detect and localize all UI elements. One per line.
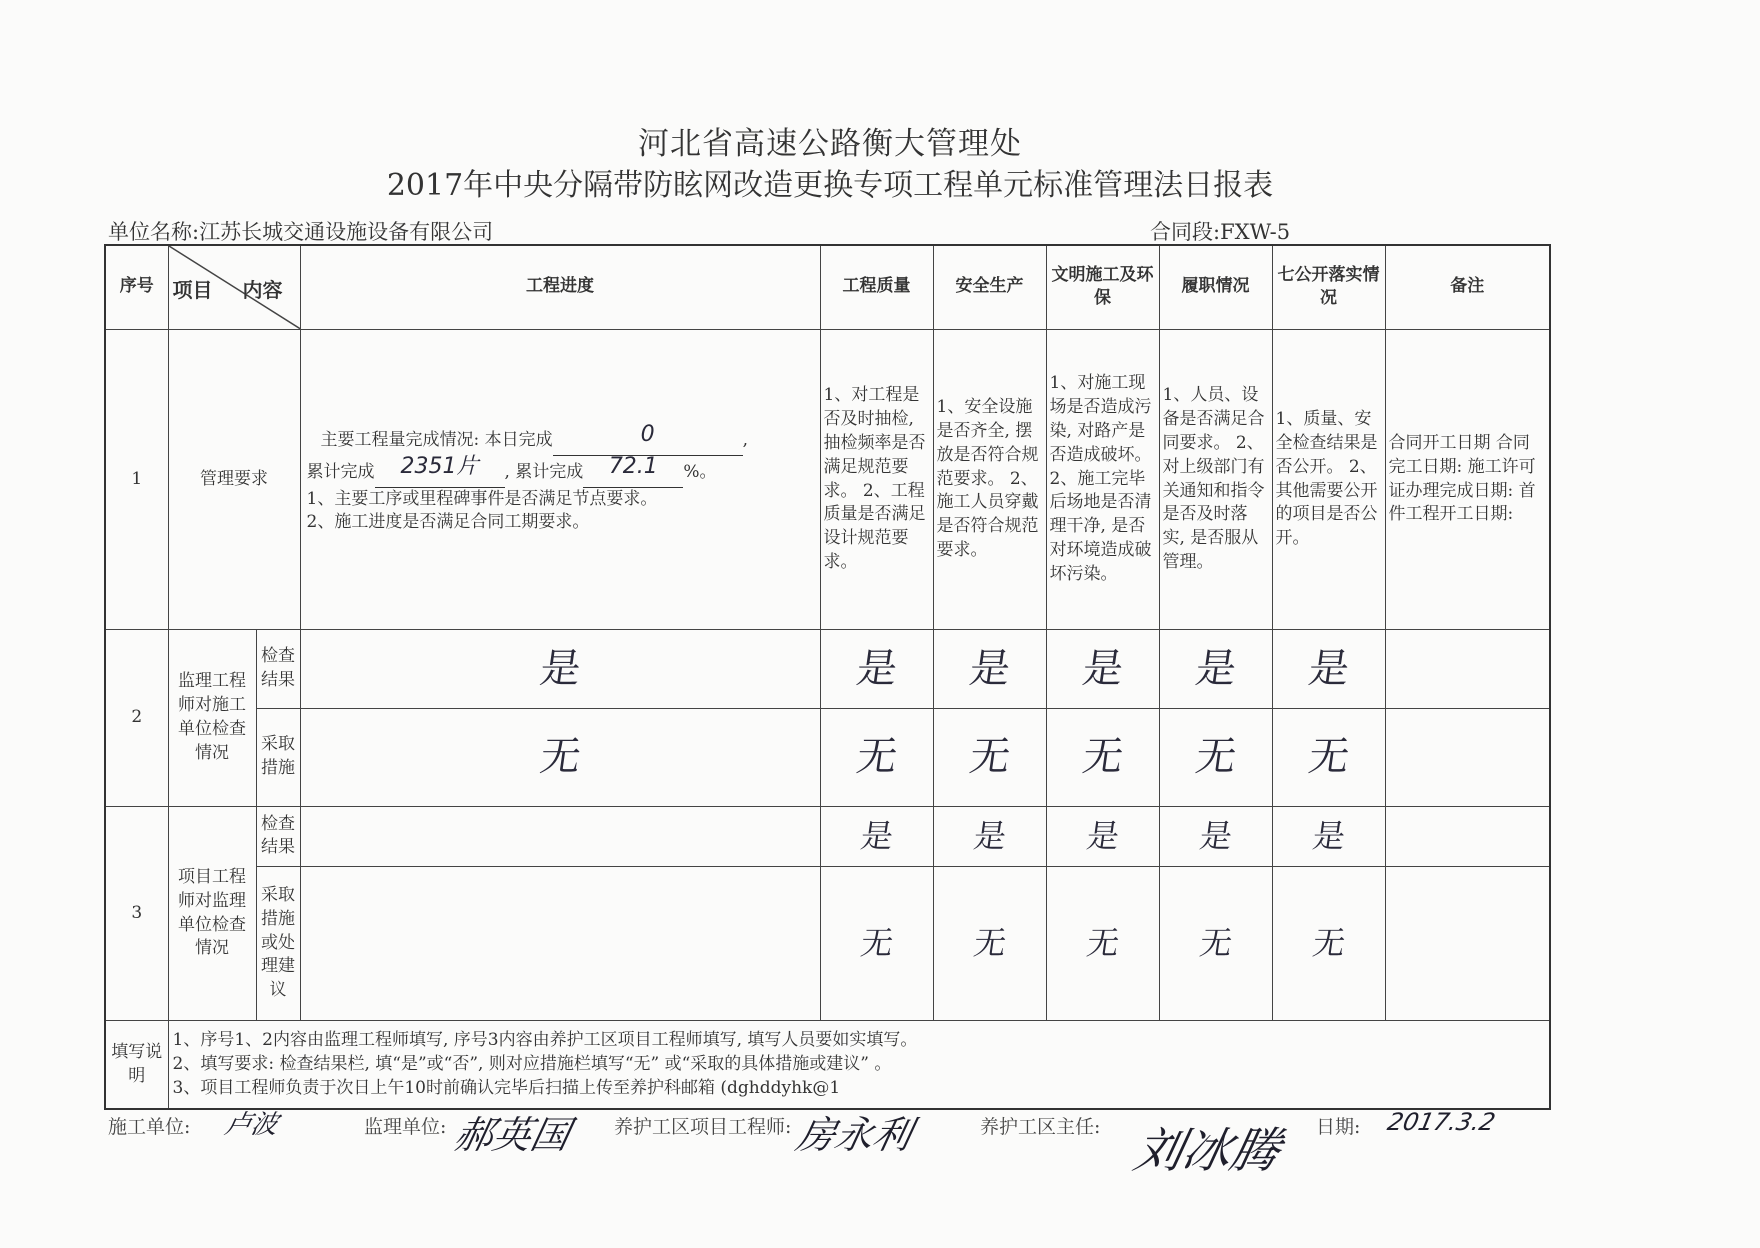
contract-value: FXW-5 [1220, 220, 1291, 244]
header-row [105, 245, 1550, 329]
row3-measure-civil: 无 [1083, 924, 1122, 963]
cum-value: 2351片 [400, 453, 479, 479]
row3-check-seven: 是 [1309, 816, 1348, 855]
header-content: 内容 [242, 278, 283, 302]
row3-sub-measure: 采取措施或处理建议 [256, 866, 300, 1020]
notes-line3: 3、项目工程师负责于次日上午10时前确认完毕后扫描上传至养护科邮箱 (dghddyhk@1 [172, 1077, 841, 1098]
row2-check-seven: 是 [1305, 645, 1352, 692]
engineer-label: 养护工区项目工程师: [614, 1116, 792, 1138]
report-title: 河北省高速公路衡大管理处 [638, 126, 1022, 162]
date-value: 2017.3.2 [1385, 1108, 1498, 1136]
row2-measure-civil: 无 [1079, 734, 1126, 781]
row-management [105, 329, 1550, 630]
header-remark: 备注 [1385, 245, 1550, 329]
progress-line3: 1、主要工序或里程碑事件是否满足节点要求。 [306, 488, 658, 509]
construction-label: 施工单位: [108, 1116, 191, 1138]
contract-line [1150, 216, 1290, 246]
row3-measure-seven: 无 [1309, 924, 1348, 963]
signature-row [108, 1108, 1558, 1182]
row3-measure-progress [300, 866, 820, 1020]
row3-item: 项目工程师对监理单位检查情况 [168, 806, 256, 1020]
header-seven: 七公开落实情况 [1272, 245, 1385, 329]
notes-line1: 1、序号1、2内容由监理工程师填写, 序号3内容由养护工区项目工程师填写, 填写人员要如实填写。 [172, 1029, 918, 1050]
row2-check [105, 630, 1550, 708]
unit-name-label: 单位名称: [108, 220, 200, 244]
row2-seq: 2 [105, 630, 168, 806]
row1-seq: 1 [105, 329, 168, 630]
contract-label: 合同段: [1150, 220, 1221, 244]
row3-measure-remark [1385, 866, 1550, 1020]
supervision-signature: 郝英国 [450, 1113, 574, 1157]
cum-blank [375, 453, 505, 488]
row1-civil: 1、对施工现场是否造成污染, 对路产是否造成破坏。 2、施工完毕后场地是否清理干净, 是否对环境造成破坏污染。 [1046, 329, 1159, 630]
today-value: 0 [640, 421, 655, 447]
row2-measure-duty: 无 [1192, 734, 1239, 781]
row2-measure-progress: 无 [536, 734, 584, 781]
header-progress: 工程进度 [300, 245, 820, 329]
unit-name-value: 江苏长城交通设施设备有限公司 [199, 220, 494, 244]
notes-label: 填写说明 [105, 1021, 168, 1109]
construction-signature: 卢波 [222, 1110, 281, 1140]
row1-quality: 1、对工程是否及时抽检, 抽检频率是否满足规范要求。 2、工程质量是否满足设计规范要求。 [820, 329, 933, 630]
row2-sub-check: 检查结果 [256, 630, 300, 708]
row3-sub-check: 检查结果 [256, 806, 300, 866]
row3-check-safety: 是 [970, 816, 1009, 855]
row1-duty: 1、人员、设备是否满足合同要求。 2、对上级部门有关通知和指令是否及时落实, 是否服从管理。 [1159, 329, 1272, 630]
row3-measure-duty: 无 [1196, 924, 1235, 963]
row2-check-civil: 是 [1079, 645, 1126, 692]
row3-check [105, 806, 1550, 866]
row2-check-quality: 是 [853, 645, 900, 692]
row2-check-remark [1385, 630, 1550, 708]
row2-check-progress: 是 [536, 645, 584, 692]
notes-content [168, 1021, 1550, 1109]
report-subtitle: 2017年中央分隔带防眩网改造更换专项工程单元标准管理法日报表 [386, 168, 1274, 203]
row3-check-progress [300, 806, 820, 866]
progress-line1-prefix: 主要工程量完成情况: 本日完成 [320, 429, 553, 450]
row2-check-safety: 是 [966, 645, 1013, 692]
header-item: 项目 [172, 278, 213, 302]
row3-measure-quality: 无 [857, 924, 896, 963]
notes-line2: 2、填写要求: 检查结果栏, 填“是”或“否”, 则对应措施栏填写“无” 或“采取的具体措施或建议” 。 [172, 1053, 892, 1074]
progress-line2-prefix: 累计完成 [306, 461, 375, 482]
row2-measure-seven: 无 [1305, 734, 1352, 781]
header-quality: 工程质量 [820, 245, 933, 329]
row2-check-duty: 是 [1192, 645, 1239, 692]
header-duty: 履职情况 [1159, 245, 1272, 329]
pct-blank [583, 453, 683, 488]
row1-seven: 1、质量、安全检查结果是否公开。 2、其他需要公开的项目是否公开。 [1272, 329, 1385, 630]
daily-report-table [104, 244, 1551, 1110]
row3-seq: 3 [105, 806, 168, 1020]
row3-check-quality: 是 [857, 816, 896, 855]
row3-measure [105, 866, 1550, 1020]
row2-measure [105, 708, 1550, 806]
row3-measure-safety: 无 [970, 924, 1009, 963]
row1-progress: 主要工程量完成情况: 本日完成 0 , 累计完成 2351片 , 累计完成 72.1 %。 1、主要工序或里程碑事件是否满足节点要求。 2、施工进度是否满足合同工期要求。 [300, 329, 820, 630]
notes-row [105, 1021, 1550, 1109]
row1-safety: 1、安全设施是否齐全, 摆放是否符合规范要求。 2、施工人员穿戴是否符合规范要求。 [933, 329, 1046, 630]
row3-check-duty: 是 [1196, 816, 1235, 855]
header-safety: 安全生产 [933, 245, 1046, 329]
header-seq: 序号 [105, 245, 168, 329]
director-signature: 刘冰腾 [1129, 1123, 1286, 1179]
engineer-signature: 房永利 [792, 1113, 916, 1157]
row2-item: 监理工程师对施工单位检查情况 [168, 630, 256, 806]
row2-sub-measure: 采取措施 [256, 708, 300, 806]
supervision-label: 监理单位: [364, 1116, 447, 1138]
date-label: 日期: [1316, 1116, 1361, 1138]
today-blank [553, 421, 743, 456]
row2-measure-quality: 无 [853, 734, 900, 781]
row2-measure-remark [1385, 708, 1550, 806]
row1-item: 管理要求 [168, 329, 300, 630]
row2-measure-safety: 无 [966, 734, 1013, 781]
header-civil: 文明施工及环保 [1046, 245, 1159, 329]
header-item-content [168, 245, 300, 329]
progress-line4: 2、施工进度是否满足合同工期要求。 [306, 512, 590, 533]
unit-name-line [108, 216, 493, 246]
row3-check-remark [1385, 806, 1550, 866]
row3-check-civil: 是 [1083, 816, 1122, 855]
pct-value: 72.1 [608, 453, 658, 479]
row1-remark: 合同开工日期 合同完工日期: 施工许可证办理完成日期: 首件工程开工日期: [1385, 329, 1550, 630]
director-label: 养护工区主任: [980, 1116, 1101, 1138]
